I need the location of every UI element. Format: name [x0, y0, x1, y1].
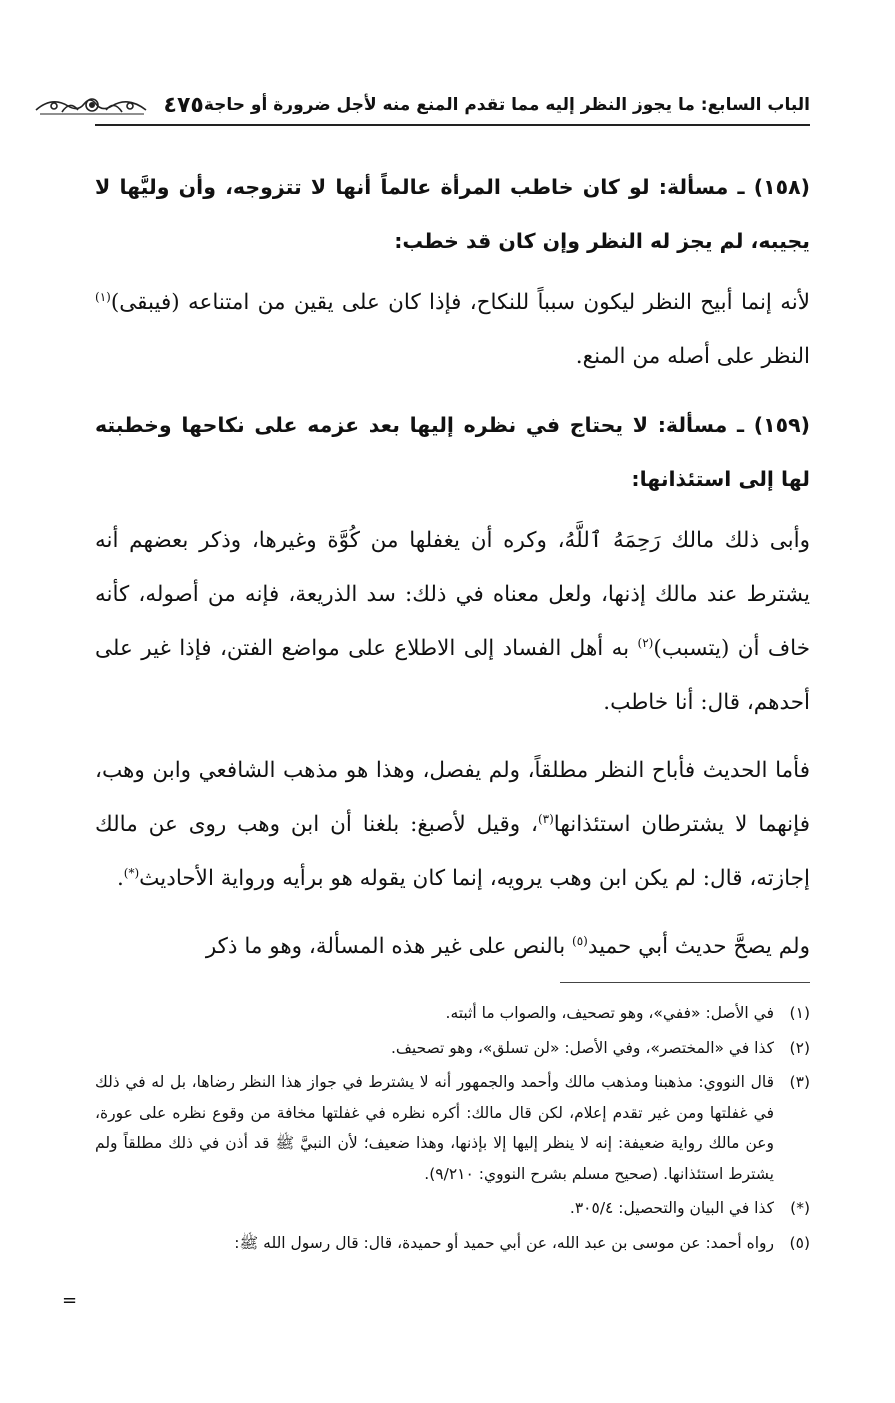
issue-158: (١٥٨) ـ مسألة: لو كان خاطب المرأة عالماً أنها لا تتزوجه، وأن وليَّها لا يجيبه، لم يجز له النظر وإن كان قد خطب: [95, 175, 810, 253]
footnote-text: كذا في البيان والتحصيل: ٣٠٥/٤. [569, 1199, 774, 1217]
footnote-text: قال النووي: مذهبنا ومذهب مالك وأحمد والجمهور أنه لا يشترط في جواز هذا النظر رضاها، بل له في ذلك في غفلتها ومن غير تقدم إعلام، لكن قال مالك: أكره نظره في غفلتها مخافة من وقوع نظره على عورة، وعن مالك رواية ضعيفة: إنه لا ينظر إليها إلا بإذنها، وهذا ضعيف؛ لأن النبيَّ ﷺ قد أذن في ذلك مطلقاً ولم يشترط استئذانها. (صحيح مسلم بشرح النووي: ٩/٢١٠). [95, 1073, 774, 1183]
paragraph-text: ، وقيل لأصبغ: بلغنا أن ابن وهب روى عن مالك إجازته، قال: لم يكن ابن وهب يرويه، إنما كان يقوله هو برأيه ورواية الأحاديث [95, 812, 810, 891]
floral-ornament-icon [32, 92, 152, 118]
main-text [95, 160, 810, 982]
footnotes [95, 998, 810, 1262]
paragraph-text: النظر على أصله من المنع. [575, 344, 810, 369]
footnote-marker: (٢) [789, 1038, 810, 1057]
header-divider [95, 124, 810, 126]
header-page-group [32, 92, 204, 118]
chapter-title: الباب السابع: ما يجوز النظر إليه مما تقدم المنع منه لأجل ضرورة أو حاجة [203, 95, 810, 115]
footnote-ref-1: (١) [95, 289, 111, 304]
footnote-item [95, 1193, 810, 1224]
footnote-item [95, 1228, 810, 1259]
paragraph-text: به أهل الفساد إلى الاطلاع على مواضع الفتن، فإذا غير على أحدهم، قال: أنا خاطب. [95, 636, 810, 715]
paragraph-text: لأنه إنما أبيح النظر ليكون سبباً للنكاح، فإذا كان على يقين من امتناعه (فيبقى) [110, 290, 810, 315]
footnote-item [95, 1033, 810, 1064]
footnote-ref-2: (٢) [637, 635, 654, 650]
footnote-marker: (٣) [789, 1073, 810, 1091]
paragraph-text: بالنص على غير هذه المسألة، وهو ما ذكر [205, 934, 573, 959]
running-header [95, 88, 810, 122]
footnote-marker: (*) [790, 1199, 810, 1217]
footnote-text: رواه أحمد: عن موسى بن عبد الله، عن أبي حميد أو حميدة، قال: قال رسول الله ﷺ: [234, 1233, 774, 1252]
footnote-text: كذا في «المختصر»، وفي الأصل: «لن تسلق»، وهو تصحيف. [390, 1038, 774, 1057]
paragraph-hadith [95, 744, 810, 906]
paragraph-reasoning [95, 276, 810, 384]
footnote-item [95, 1067, 810, 1189]
paragraph-text: ولم يصحَّ حديث أبي حميد [587, 934, 810, 959]
page-number: ٤٧٥ [163, 92, 204, 118]
paragraph-text: . [116, 866, 124, 891]
footnote-divider [560, 982, 810, 983]
paragraph-text: فأما الحديث فأباح النظر مطلقاً، ولم يفصل، وهذا هو مذهب الشافعي وابن وهب، فإنهما لا يشترطان استئذانها [95, 758, 810, 837]
footnote-continuation-mark: = [62, 1290, 78, 1311]
footnote-marker: (١) [789, 1004, 810, 1022]
footnote-item [95, 998, 810, 1029]
paragraph-abu-humaid [95, 920, 810, 974]
footnote-ref-star: (*) [123, 865, 140, 880]
footnote-ref-3: (٣) [537, 811, 554, 826]
footnote-marker: (٥) [789, 1233, 810, 1252]
paragraph-text: وأبى ذلك مالك رَحِمَهُ ٱللَّهُ، وكره أن يغفلها من كُوَّة وغيرها، وذكر بعضهم أنه يشترط عند مالك إذنها، ولعل معناه في ذلك: سد الذريعة، فإنه من أصوله، كأنه خاف أن (يتسبب) [95, 528, 810, 661]
issue-159: (١٥٩) ـ مسألة: لا يحتاج في نظره إليها بعد عزمه على نكاحها وخطبته لها إلى استئذانها: [95, 413, 810, 491]
footnote-text: في الأصل: «ففي»، وهو تصحيف، والصواب ما أثبته. [445, 1004, 774, 1022]
footnote-ref-5: (٥) [572, 933, 588, 948]
paragraph-malik [95, 514, 810, 730]
